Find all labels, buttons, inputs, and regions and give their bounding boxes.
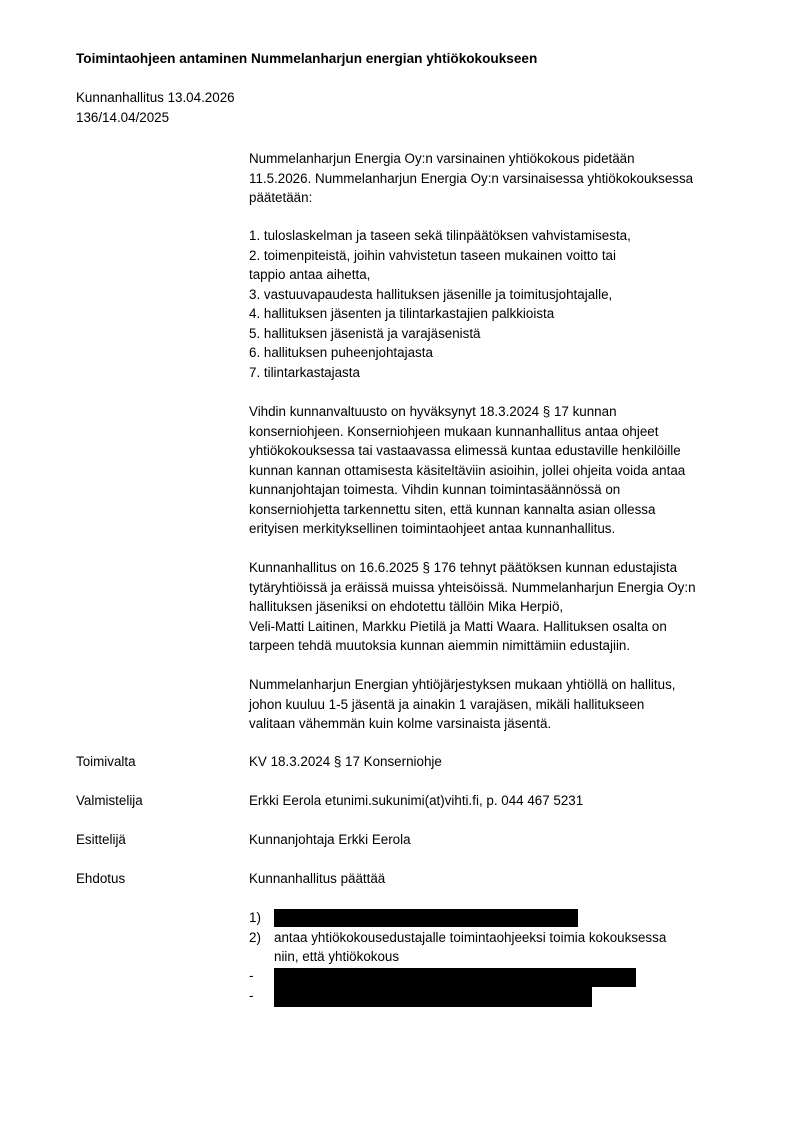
text-line: kunnan kannan ottamisesta käsiteltäviin asioihin, jollei ohjeita voida antaa [249,462,686,478]
text-line: yhtiökokouksessa tai vastaavassa elimessä kuntaa edustaville henkilöille [249,443,681,458]
text-line: valitaan vähemmän kuin kolme varsinaista jäsentä. [249,716,552,731]
text-line: Nummelanharjun Energia Oy:n varsinainen yhtiökokous pidetään [249,151,635,166]
text-line: Veli-Matti Laitinen, Markku Pietilä ja Matti Waara. Hallituksen osalta on [249,618,667,634]
representatives-paragraph [249,558,749,656]
text-line: kunnanjohtajan toimesta. Vihdin kunnan toimintasäännössä on [249,482,621,497]
text-line: tarpeen tehdä muutoksia kunnan aiemmin nimittämiin edustajiin. [249,638,631,653]
intro-paragraph [249,149,749,208]
text-line: päätetään: [249,190,313,205]
redaction-block [274,987,592,1007]
text-line: hallituksen jäseniksi on ehdotettu tällöin Mika Herpiö, [249,599,564,614]
reference-number: 136/14.04/2025 [76,110,170,125]
text-line: Vihdin kunnanvaltuusto on hyväksynyt 18.3.2024 § 17 kunnan [249,404,617,419]
field-value-valmistelija: Erkki Eerola etunimi.sukunimi(at)vihti.fi, p. 044 467 5231 [249,793,584,808]
meeting-info: Kunnanhallitus 13.04.2026 [76,90,235,105]
agenda-item: 2. toimenpiteistä, joihin vahvistetun taseen mukainen voitto tai [249,247,616,263]
field-label-toimivalta: Toimivalta [76,754,136,769]
text-line: Kunnanhallitus on 16.6.2025 § 176 tehnyt päätöksen kunnan edustajista [249,560,678,575]
field-label-esittelija: Esittelijä [76,832,126,847]
text-line: 11.5.2026. Nummelanharjun Energia Oy:n varsinaisessa yhtiökokouksessa [249,170,694,186]
text-line: konserniohjetta tarkennettu siten, että kunnan kannalta asian ollessa [249,501,656,517]
field-label-ehdotus: Ehdotus [76,871,126,886]
proposal-item-2-number: 2) [249,930,261,945]
bullet-dash: - [249,968,254,983]
group-guidance-paragraph [249,402,749,539]
redaction-block [274,909,578,927]
proposal-item-2-text-cont: niin, että yhtiökokous [274,949,400,964]
text-line: konserniohjeen. Konserniohjeen mukaan kunnanhallitus antaa ohjeet [249,423,659,439]
field-label-valmistelija: Valmistelija [76,793,143,808]
agenda-list [249,226,749,382]
text-line: tytäryhtiöissä ja eräissä muissa yhteisöissä. Nummelanharjun Energia Oy:n [249,579,696,595]
text-line: Nummelanharjun Energian yhtiöjärjestyksen mukaan yhtiöllä on hallitus, [249,677,676,692]
agenda-item: 1. tuloslaskelman ja taseen sekä tilinpäätöksen vahvistamisesta, [249,228,631,243]
agenda-item: 4. hallituksen jäsenten ja tilintarkastajien palkkioista [249,306,555,321]
proposal-item-2-text: antaa yhtiökokousedustajalle toimintaohjeeksi toimia kokouksessa [274,930,667,945]
articles-paragraph [249,675,749,734]
field-value-esittelija: Kunnanjohtaja Erkki Eerola [249,832,411,847]
text-line: erityisen merkityksellinen toimintaohjeet antaa kunnanhallitus. [249,521,616,536]
bullet-dash: - [249,988,254,1003]
field-value-toimivalta: KV 18.3.2024 § 17 Konserniohje [249,754,442,769]
text-line: johon kuuluu 1-5 jäsentä ja ainakin 1 varajäsen, mikäli hallitukseen [249,696,645,712]
document-title: Toimintaohjeen antaminen Nummelanharjun energian yhtiökokoukseen [76,51,538,66]
proposal-item-1-number: 1) [249,910,261,925]
agenda-item: 6. hallituksen puheenjohtajasta [249,345,433,360]
field-value-ehdotus: Kunnanhallitus päättää [249,871,386,886]
agenda-item: tappio antaa aihetta, [249,267,371,282]
agenda-item: 3. vastuuvapaudesta hallituksen jäsenille ja toimitusjohtajalle, [249,286,613,302]
agenda-item: 5. hallituksen jäsenistä ja varajäsenistä [249,325,481,341]
agenda-item: 7. tilintarkastajasta [249,364,360,380]
redaction-block [274,968,636,987]
